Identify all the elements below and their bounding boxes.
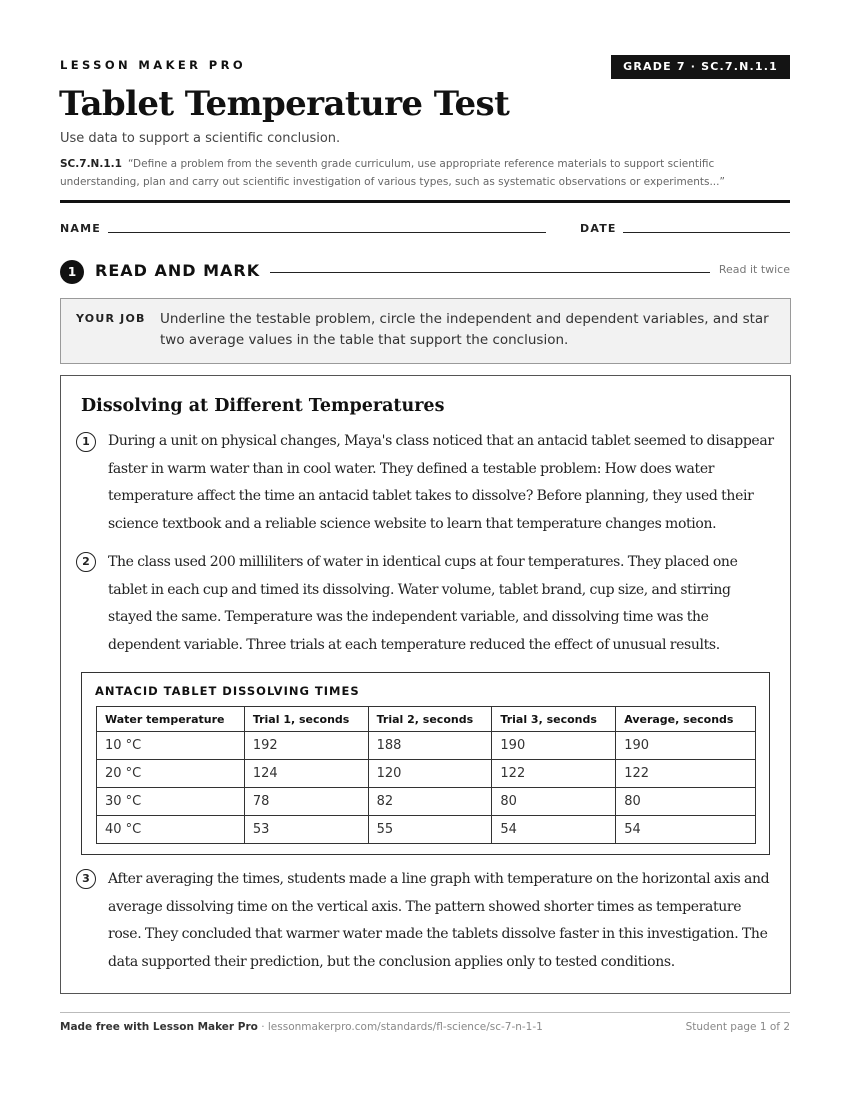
data-table-box	[81, 672, 770, 855]
table-cell: 124	[244, 760, 368, 788]
paragraph-2: The class used 200 milliliters of water in identical cups at four temperatures. They placed one tablet in each cup and timed its dissolving. Water volume, tablet brand, cup size, and stirring stayed the same. Temperature was the independent variable, and dissolving time was the dependent variable. Three trials at each temperature reduced the effect of unusual results.	[108, 554, 738, 654]
column-header: Trial 2, seconds	[368, 707, 492, 732]
table-cell: 55	[368, 816, 492, 844]
paragraph-1: During a unit on physical changes, Maya's class noticed that an antacid tablet seemed to disappear faster in warm water than in cool water. They defined a testable problem: How does water temperature affect the time an antacid tablet takes to dissolve? Before planning, they used their science textbook and a reliable science website to learn that temperature changes motion.	[108, 433, 774, 533]
table-cell: 30 °C	[97, 788, 245, 816]
standard-code: SC.7.N.1.1	[60, 158, 122, 170]
footer-credit	[60, 1021, 543, 1033]
date-label: DATE	[580, 222, 617, 235]
header-divider	[60, 200, 790, 203]
job-instructions-box	[60, 298, 791, 364]
paragraph-number-1: 1	[76, 432, 96, 452]
table-cell: 54	[616, 816, 756, 844]
column-header: Water temperature	[97, 707, 245, 732]
section-hint: Read it twice	[718, 263, 790, 276]
table-cell: 53	[244, 816, 368, 844]
paragraph-3: After averaging the times, students made a line graph with temperature on the horizontal axis and average dissolving time on the vertical axis. The pattern showed shorter times as temperature rose. They concluded that warmer water made the tablets dissolve faster in this investigation. The data supported their prediction, but the conclusion applies only to tested conditions.	[108, 871, 770, 971]
page-title: Tablet Temperature Test	[59, 84, 510, 124]
section-number-badge: 1	[60, 260, 84, 284]
footer-made-with: Made free with Lesson Maker Pro	[60, 1021, 258, 1033]
table-cell: 188	[368, 732, 492, 760]
standard-description	[60, 155, 760, 191]
reading-passage	[60, 375, 791, 994]
column-header: Trial 3, seconds	[492, 707, 616, 732]
column-header: Average, seconds	[616, 707, 756, 732]
brand-name: LESSON MAKER PRO	[60, 58, 247, 72]
table-cell: 40 °C	[97, 816, 245, 844]
table-cell: 190	[616, 732, 756, 760]
section-title: READ AND MARK	[95, 261, 261, 280]
table-cell: 82	[368, 788, 492, 816]
table-header-row	[97, 707, 756, 732]
column-header: Trial 1, seconds	[244, 707, 368, 732]
standard-text: “Define a problem from the seventh grade curriculum, use appropriate reference materials to support scientific understanding, plan and carry out scientific investigation of various types, such as systematic observations or experiments...”	[60, 158, 725, 188]
footer-divider	[60, 1012, 790, 1013]
table-row	[97, 760, 756, 788]
table-cell: 122	[492, 760, 616, 788]
dissolving-times-table	[96, 706, 756, 844]
grade-badge: GRADE 7 · SC.7.N.1.1	[611, 55, 790, 79]
table-row	[97, 732, 756, 760]
page-subtitle: Use data to support a scientific conclusion.	[60, 131, 341, 146]
footer-url: · lessonmakerpro.com/standards/fl-science/sc-7-n-1-1	[257, 1021, 543, 1033]
table-title: ANTACID TABLET DISSOLVING TIMES	[95, 684, 360, 698]
name-line	[108, 232, 546, 233]
table-cell: 80	[492, 788, 616, 816]
table-cell: 122	[616, 760, 756, 788]
table-cell: 10 °C	[97, 732, 245, 760]
job-label: YOUR JOB	[76, 312, 146, 325]
table-cell: 78	[244, 788, 368, 816]
job-text: Underline the testable problem, circle the independent and dependent variables, and star two average values in the table that support the conclusion.	[160, 311, 769, 348]
footer-page-number: Student page 1 of 2	[685, 1021, 790, 1033]
table-cell: 80	[616, 788, 756, 816]
table-cell: 190	[492, 732, 616, 760]
table-cell: 54	[492, 816, 616, 844]
paragraph-number-2: 2	[76, 552, 96, 572]
section-divider	[270, 272, 710, 273]
date-line	[623, 232, 790, 233]
passage-title: Dissolving at Different Temperatures	[81, 396, 445, 416]
table-cell: 192	[244, 732, 368, 760]
table-cell: 120	[368, 760, 492, 788]
table-row	[97, 788, 756, 816]
table-row	[97, 816, 756, 844]
table-cell: 20 °C	[97, 760, 245, 788]
paragraph-number-3: 3	[76, 869, 96, 889]
name-label: NAME	[60, 222, 101, 235]
